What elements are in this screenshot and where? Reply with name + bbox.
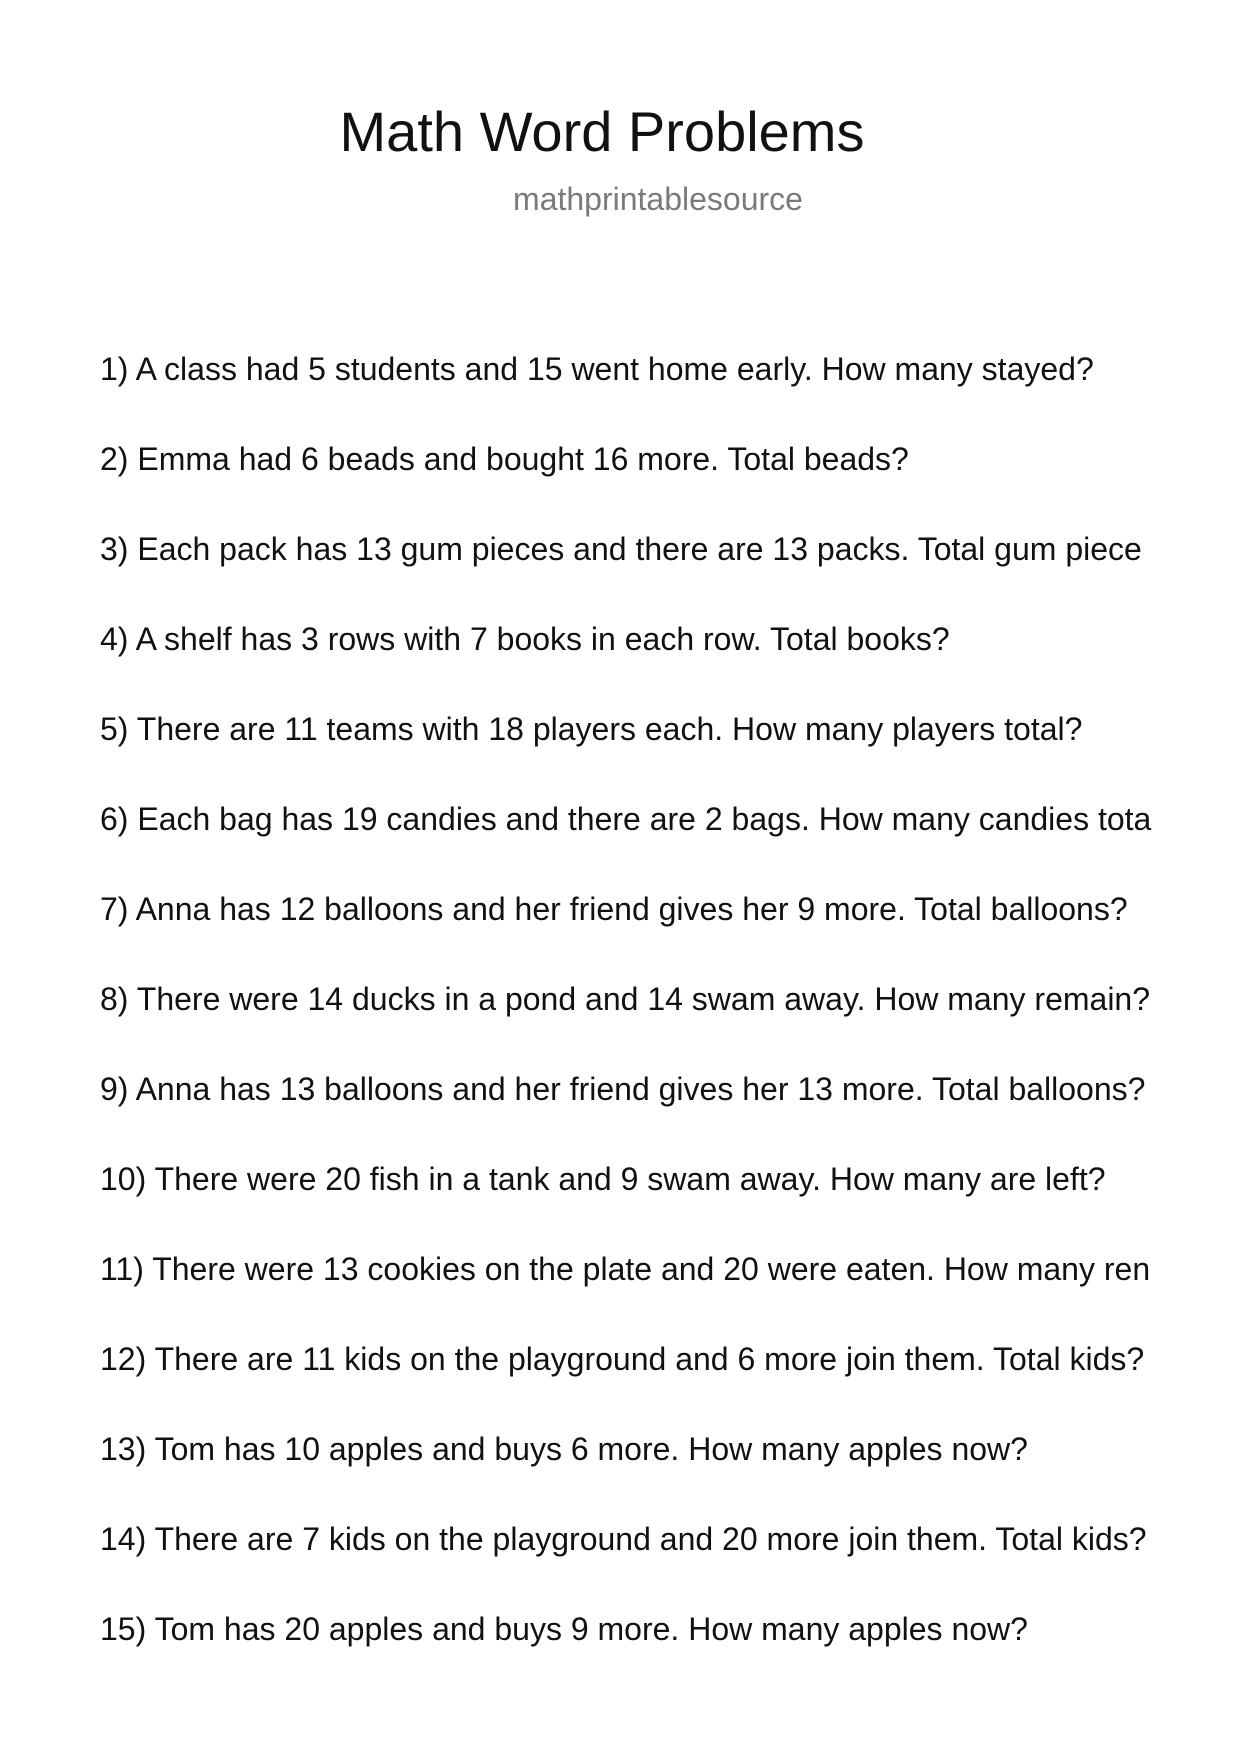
page-title: Math Word Problems: [339, 100, 865, 163]
problem-item: 6) Each bag has 19 candies and there are 2 bags. How many candies tota: [100, 801, 1152, 837]
problem-item: 11) There were 13 cookies on the plate and 20 were eaten. How many ren: [100, 1251, 1151, 1287]
problem-item: 9) Anna has 13 balloons and her friend gives her 13 more. Total balloons?: [100, 1071, 1146, 1107]
problem-item: 1) A class had 5 students and 15 went home early. How many stayed?: [100, 351, 1094, 387]
problem-item: 7) Anna has 12 balloons and her friend gives her 9 more. Total balloons?: [100, 891, 1128, 927]
problem-list: [100, 348, 1240, 1698]
problem-item: 5) There are 11 teams with 18 players each. How many players total?: [100, 711, 1083, 747]
problem-item: 12) There are 11 kids on the playground and 6 more join them. Total kids?: [100, 1341, 1145, 1377]
problem-item: 3) Each pack has 13 gum pieces and there are 13 packs. Total gum piece: [100, 531, 1142, 567]
problem-item: 2) Emma had 6 beads and bought 16 more. Total beads?: [100, 441, 909, 477]
problem-item: 10) There were 20 fish in a tank and 9 swam away. How many are left?: [100, 1161, 1106, 1197]
problem-item: 13) Tom has 10 apples and buys 6 more. How many apples now?: [100, 1431, 1028, 1467]
problem-item: 8) There were 14 ducks in a pond and 14 swam away. How many remain?: [100, 981, 1151, 1017]
problem-item: 4) A shelf has 3 rows with 7 books in each row. Total books?: [100, 621, 950, 657]
problem-item: 15) Tom has 20 apples and buys 9 more. How many apples now?: [100, 1611, 1028, 1647]
problem-item: 14) There are 7 kids on the playground and 20 more join them. Total kids?: [100, 1521, 1147, 1557]
page-subtitle: mathprintablesource: [513, 181, 803, 217]
